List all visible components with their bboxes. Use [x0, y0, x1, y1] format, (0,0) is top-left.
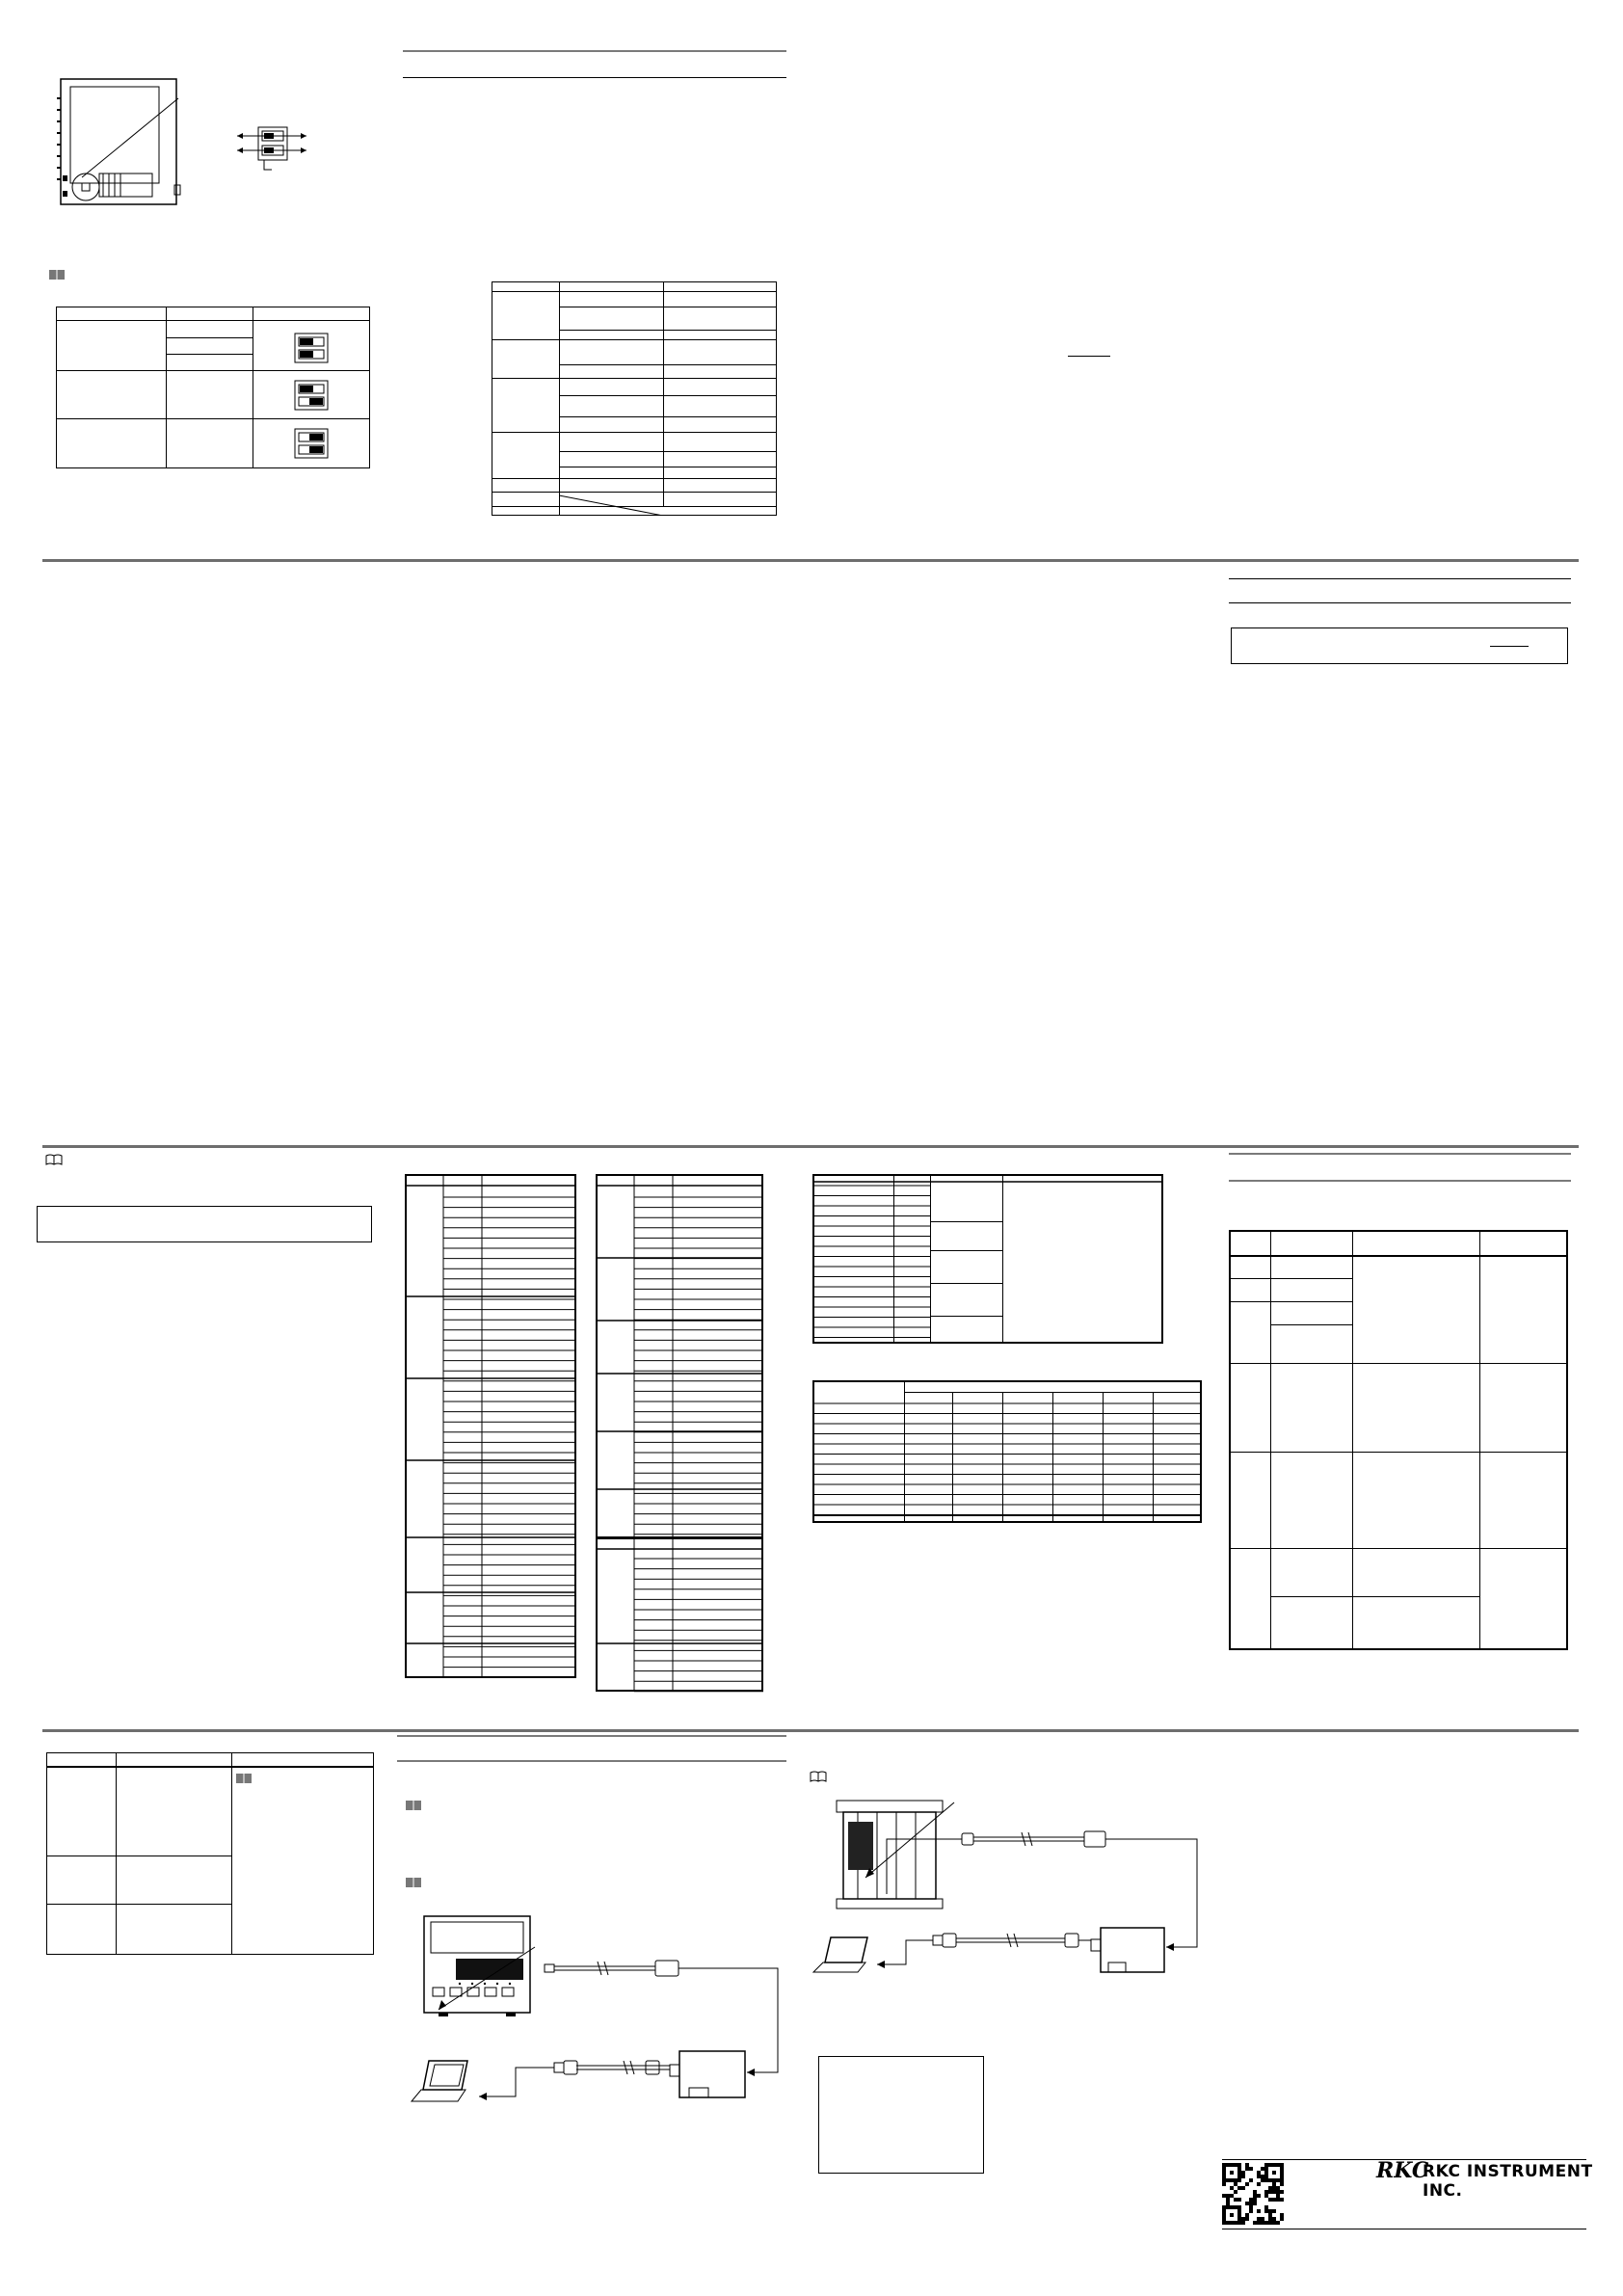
qr-code-icon [1222, 2163, 1284, 2225]
brand-name: RKC INSTRUMENT INC. [1423, 2162, 1593, 2201]
usb-converter-icon [1091, 1928, 1164, 1972]
section-title-rule [1229, 1153, 1571, 1155]
reference-book-icon [405, 1876, 422, 1887]
controller-module-icon [837, 1801, 943, 1909]
baud-rate-table [812, 1380, 1202, 1523]
reference-book-icon [235, 1772, 253, 1783]
usb-cable [479, 2061, 670, 2100]
usb-cable [877, 1934, 1091, 1968]
module-to-pc-connection-diagram [810, 1793, 1214, 1986]
error-code-table [812, 1174, 1163, 1344]
page-section-divider [42, 1729, 1579, 1732]
section-title-rule [397, 1735, 786, 1737]
reference-book-icon [405, 1799, 422, 1810]
section-title-rule [397, 1760, 786, 1762]
connection-table [46, 1752, 374, 1955]
loader-cable [545, 1961, 778, 2076]
brand-logo-mark: RKC [1376, 2158, 1429, 2183]
note-box [818, 2056, 984, 2174]
usb-converter-icon [670, 2051, 745, 2097]
laptop-icon [813, 1937, 867, 1972]
controller-to-pc-connection-diagram [400, 1909, 785, 2116]
section-title-rule [1229, 1180, 1571, 1182]
troubleshooting-table [1229, 1230, 1568, 1650]
loader-cable [887, 1831, 1197, 1951]
reference-book-icon [810, 1770, 827, 1781]
laptop-icon [412, 2061, 467, 2101]
controller-icon [424, 1916, 530, 2016]
